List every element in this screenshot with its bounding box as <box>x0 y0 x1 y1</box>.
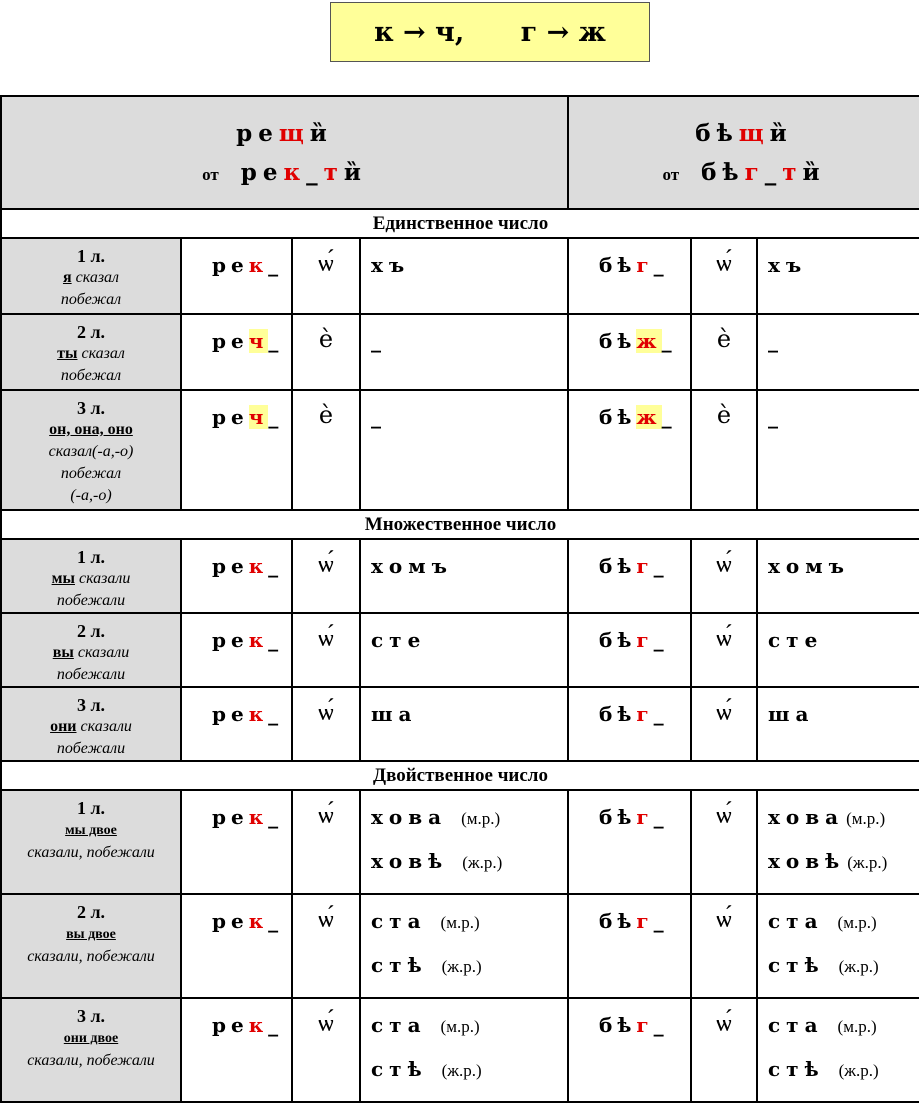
table-row: 2 л. вы двое сказали, побежали рек_ ѡ́ ста (м.р.) стѣ (ж.р.) бѣг_ ѡ́ ста (м.р.) стѣ (ж.р.) <box>1 894 919 998</box>
table-row: 3 л. он, она, оно сказал(-а,-о) побежал (-а,-о) реч_ ѐ _ бѣж_ ѐ _ <box>1 390 919 510</box>
section-dual: Двойственное число <box>1 761 919 790</box>
section-plural: Множественное число <box>1 510 919 539</box>
table-row: 3 л. они двое сказали, побежали рек_ ѡ́ ста (м.р.) стѣ (ж.р.) бѣг_ ѡ́ ста (м.р.) стѣ (ж.р.) <box>1 998 919 1102</box>
alternation-rule: к → ч, г → ж <box>330 2 650 62</box>
table-row: 3 л. они сказали побежали рек_ ѡ́ ша бѣг_ ѡ́ ша <box>1 687 919 761</box>
header-besh: бѣщи̏ от бѣг_ти̏ <box>568 96 919 209</box>
table-row: 1 л. я сказал побежал рек_ ѡ́ хъ бѣг_ ѡ́ хъ <box>1 238 919 314</box>
table-row: 1 л. мы двое сказали, побежали рек_ ѡ́ хова (м.р.) ховѣ (ж.р.) бѣг_ ѡ́ хова (м.р.) ховѣ (ж.р.) <box>1 790 919 894</box>
section-singular: Единственное число <box>1 209 919 238</box>
conjugation-table <box>0 95 919 1103</box>
header-resh: рещи̏ от рек_ти̏ <box>1 96 568 209</box>
table-row: 1 л. мы сказали побежали рек_ ѡ́ хомъ бѣг_ ѡ́ хомъ <box>1 539 919 613</box>
table-row: 2 л. ты сказал побежал реч_ ѐ _ бѣж_ ѐ _ <box>1 314 919 390</box>
table-row: 2 л. вы сказали побежали рек_ ѡ́ сте бѣг_ ѡ́ сте <box>1 613 919 687</box>
